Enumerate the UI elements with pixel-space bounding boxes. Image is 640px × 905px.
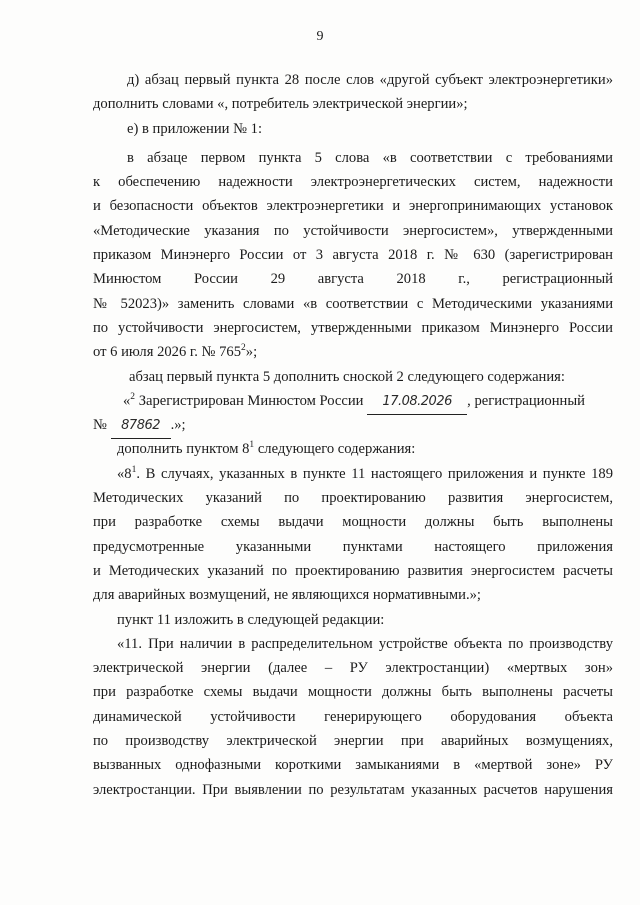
text-line: динамической устойчивости генерирующего оборудования объекта (93, 708, 613, 725)
text-line: по устойчивости энергосистем, утвержденными приказом Минэнерго России (93, 319, 613, 336)
text-line: к обеспечению надежности электроэнергетических систем, надежности (93, 174, 613, 191)
document-body (93, 68, 613, 802)
text-line: предусмотренные указанными пунктами настоящего приложения (93, 538, 613, 555)
text-line: по производству электрической энергии при аварийных возмущениях, (93, 733, 613, 750)
text-line: д) абзац первый пункта 28 после слов «другой субъект электроэнергетики» (127, 72, 613, 88)
text-line: Минюстом России 29 августа 2018 г., регистрационный (93, 271, 613, 288)
text-line: абзац первый пункта 5 дополнить сноской 2 следующего содержания: (129, 368, 565, 385)
text-line: «Методические указания по устойчивости энергосистем», утвержденными (93, 222, 613, 239)
text-line: «$8^1$. В случаях, указанных в пункте 11 настоящего приложения и пункте 189 (117, 464, 613, 482)
text-line: дополнить словами «, потребитель электрической энергии»; (93, 96, 468, 113)
footnote-line: № 87862 .»; (93, 413, 613, 437)
text-line: № 52023)» заменить словами «в соответствии с Методическими указаниями (93, 295, 613, 312)
text-line: приказом Минэнерго России от 3 августа 2018 г. № 630 (зарегистрирован (93, 247, 613, 264)
text-line: «11. При наличии в распределительном устройстве объекта по производству (117, 635, 613, 652)
text-line: и безопасности объектов электроэнергетики и энергопринимающих установок (93, 198, 613, 215)
footnote-line: «$^2$ Зарегистрирован Минюстом России 17.08.2026 , регистрационный (93, 389, 613, 413)
text-line: вызванных однофазными короткими замыканиями в «мертвой зоне» РУ (93, 757, 613, 774)
text-line: е) в приложении № 1: (127, 120, 263, 137)
text-line: Методических указаний по проектированию развития энергосистем, (93, 490, 613, 507)
text-line: дополнить пунктом $8^1$ следующего содержания: (117, 440, 416, 458)
text-line: пункт 11 изложить в следующей редакции: (117, 611, 385, 628)
text-line: от 6 июля 2026 г. № $765^2$»; (93, 343, 258, 361)
text-line: для аварийных возмущений, не являющихся нормативными.»; (93, 587, 481, 604)
text-line: электрической энергии (далее – РУ электростанции) «мертвых зон» (93, 660, 613, 677)
text-line: в абзаце первом пункта 5 слова «в соответствии с требованиями (127, 149, 613, 166)
text-line: и Методических указаний по проектированию развития энергосистем расчеты (93, 562, 613, 579)
handwritten-registration-number: 87862 (111, 414, 171, 439)
page-number: 9 (316, 29, 324, 44)
text-line: при разработке схемы выдачи мощности должны быть выполнены (93, 514, 613, 531)
handwritten-registration-date: 17.08.2026 (367, 390, 467, 415)
text-line: при разработке схемы выдачи мощности должны быть выполнены расчеты (93, 684, 613, 701)
text-line: электростанции. При выявлении по результатам указанных расчетов нарушения (93, 781, 613, 798)
